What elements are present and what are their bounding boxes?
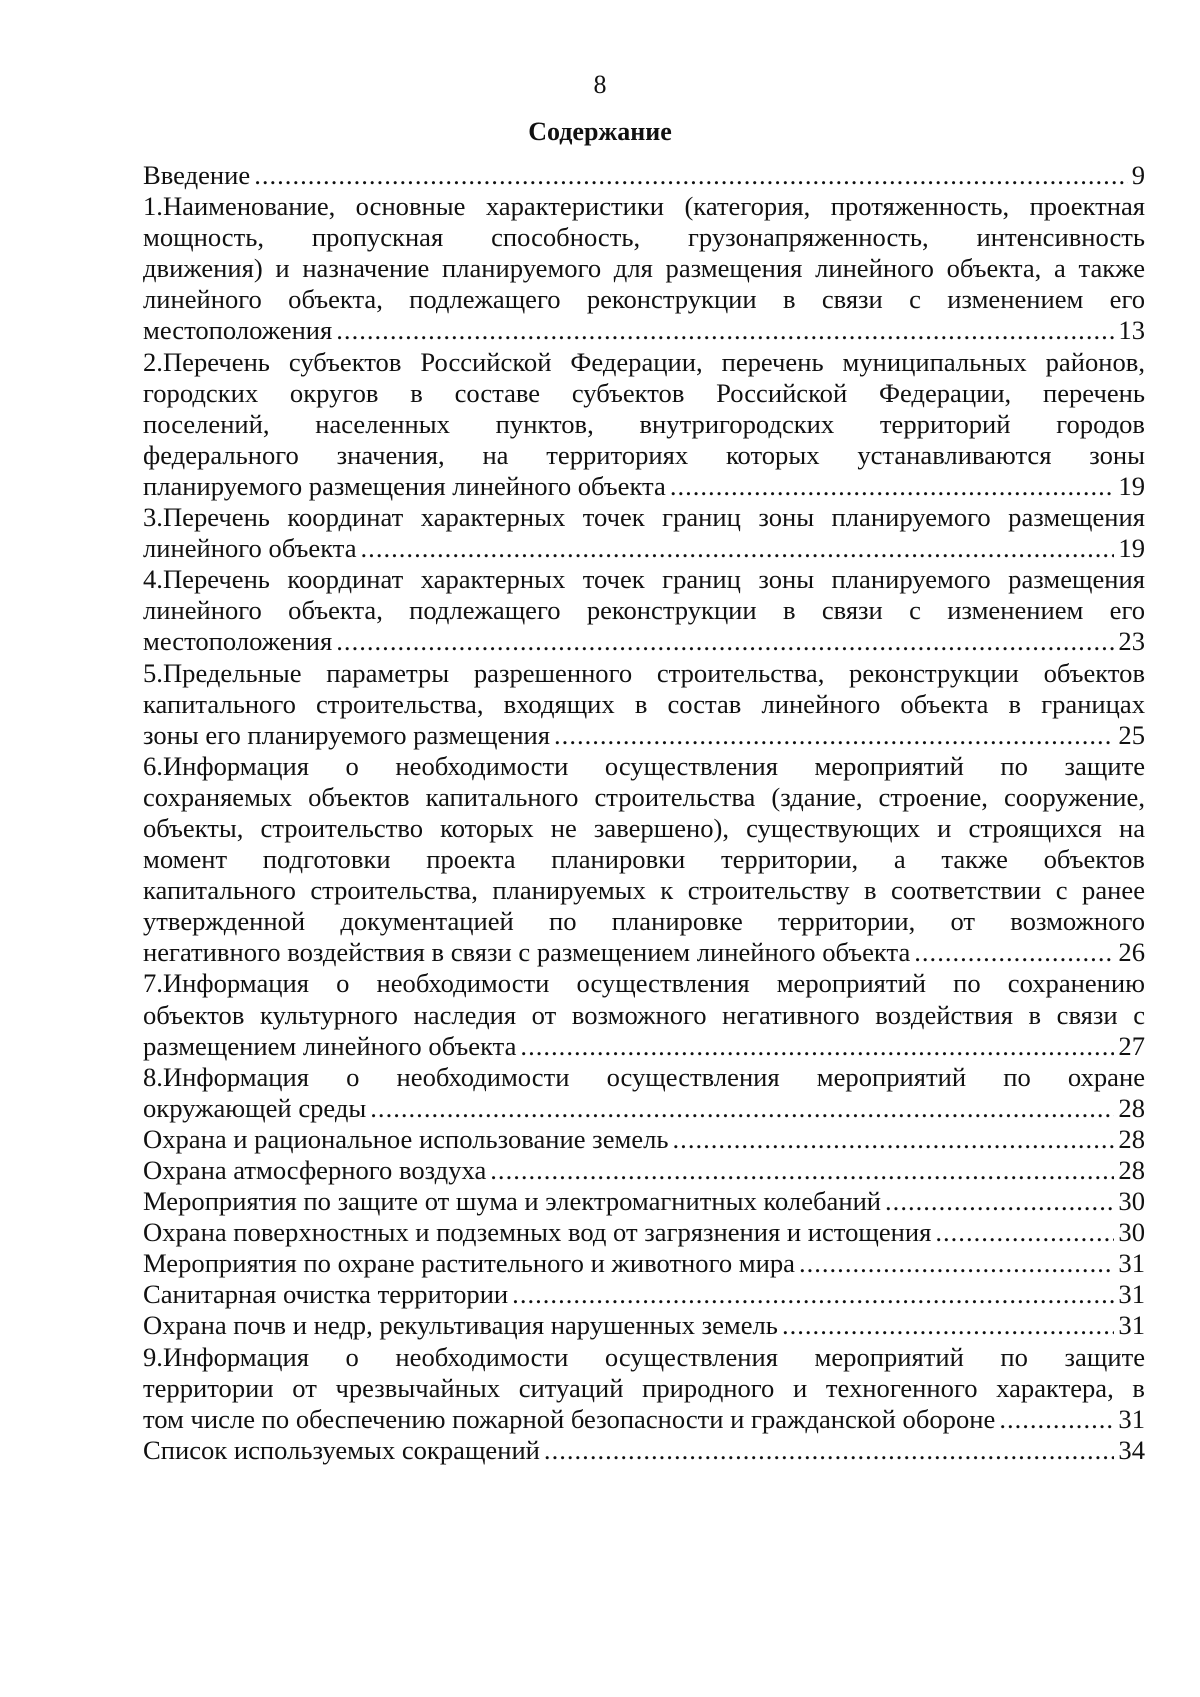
toc-entry-text: местоположения <box>143 626 333 657</box>
toc-entry-final-line <box>143 160 1145 191</box>
toc-entry-line: утвержденной документацией по планировке территории, от возможного <box>143 906 1145 937</box>
toc-page-number: 31 <box>1118 1310 1145 1341</box>
toc-entry <box>143 1062 1145 1124</box>
dot-leader <box>361 533 1115 564</box>
toc-entry-final-line <box>143 720 1145 751</box>
toc-entry <box>143 1279 1145 1310</box>
toc-page-number: 34 <box>1118 1434 1145 1465</box>
toc-entry-final-line <box>143 1279 1145 1310</box>
toc-entry-line: капитального строительства, входящих в состав линейного объекта в границах <box>143 688 1145 719</box>
toc-entry-line: 8.Информация о необходимости осуществления мероприятий по охране <box>143 1061 1145 1092</box>
toc-entry-final-line <box>143 1155 1145 1186</box>
dot-leader <box>885 1186 1114 1217</box>
toc-entry-text: Санитарная очистка территории <box>143 1279 509 1310</box>
toc-entry-line: объекты, строительство которых не завершено), существующих и строящихся на <box>143 812 1145 843</box>
toc-page-number: 25 <box>1118 719 1145 750</box>
dot-leader <box>670 471 1115 502</box>
toc-entry-final-line <box>143 626 1145 657</box>
toc-page-number: 28 <box>1118 1123 1145 1154</box>
toc-entry-line: объектов культурного наследия от возможного негативного воздействия в связи с <box>143 999 1145 1030</box>
toc-entry-text: Мероприятия по охране растительного и животного мира <box>143 1248 795 1279</box>
toc-page-number: 19 <box>1118 470 1145 501</box>
toc-entry-text: Охрана поверхностных и подземных вод от загрязнения и истощения <box>143 1217 932 1248</box>
dot-leader <box>554 720 1114 751</box>
toc-entry <box>143 1155 1145 1186</box>
toc-entry-final-line <box>143 1435 1145 1466</box>
toc-entry-final-line <box>143 471 1145 502</box>
toc-title: Содержание <box>528 117 672 146</box>
toc-entry-final-line <box>143 533 1145 564</box>
toc-entry <box>143 1217 1145 1248</box>
toc-entry <box>143 191 1145 346</box>
dot-leader <box>336 315 1114 346</box>
toc-page-number: 31 <box>1118 1248 1145 1279</box>
toc-entry-line: 4.Перечень координат характерных точек границ зоны планируемого размещения <box>143 564 1145 595</box>
toc-entry-text: Охрана почв и недр, рекультивация нарушенных земель <box>143 1310 778 1341</box>
toc-entry-text: размещением линейного объекта <box>143 1030 517 1061</box>
toc-entry-text: Охрана атмосферного воздуха <box>143 1155 487 1185</box>
dot-leader <box>999 1404 1114 1435</box>
toc-page-number: 13 <box>1118 315 1145 346</box>
toc-page-number: 30 <box>1118 1186 1145 1217</box>
dot-leader <box>782 1310 1114 1341</box>
toc-entry-line: 6.Информация о необходимости осуществления мероприятий по защите <box>143 750 1145 781</box>
toc-entry-line: мощность, пропускная способность, грузонапряженность, интенсивность <box>143 222 1145 253</box>
dot-leader <box>520 1031 1114 1062</box>
toc-entry-text: местоположения <box>143 315 333 346</box>
toc-entry <box>143 502 1145 564</box>
toc-entry-final-line <box>143 1217 1145 1248</box>
toc-entry <box>143 1124 1145 1155</box>
toc-entry-text: линейного объекта <box>143 533 357 564</box>
toc-entry-final-line <box>143 1093 1145 1124</box>
dot-leader <box>935 1217 1114 1248</box>
toc-entry-final-line <box>143 1404 1145 1435</box>
toc-entry-line: сохраняемых объектов капитального строительства (здание, строение, сооружение, <box>143 781 1145 812</box>
toc-entry <box>143 1248 1145 1279</box>
dot-leader <box>799 1248 1114 1279</box>
toc-page-number: 28 <box>1118 1155 1145 1185</box>
toc-entry-text: Список используемых сокращений <box>143 1434 540 1465</box>
toc-page-number: 9 <box>1131 160 1145 190</box>
toc-entry <box>143 1186 1145 1217</box>
toc-entry-line: движения) и назначение планируемого для размещения линейного объекта, а также <box>143 253 1145 284</box>
dot-leader <box>673 1124 1115 1155</box>
toc-entry-final-line <box>143 1031 1145 1062</box>
toc-entry-text: окружающей среды <box>143 1092 367 1123</box>
dot-leader <box>544 1435 1114 1466</box>
toc-entry-final-line <box>143 1248 1145 1279</box>
table-of-contents <box>143 160 1145 1466</box>
toc-entry-text: зоны его планируемого размещения <box>143 719 551 750</box>
toc-entry-final-line <box>143 1186 1145 1217</box>
toc-entry-line: 5.Предельные параметры разрешенного строительства, реконструкции объектов <box>143 657 1145 688</box>
toc-entry-text: Охрана и рациональное использование земель <box>143 1123 669 1154</box>
toc-entry <box>143 1310 1145 1341</box>
toc-entry-line: городских округов в составе субъектов Российской Федерации, перечень <box>143 377 1145 408</box>
dot-leader <box>512 1279 1114 1310</box>
toc-entry-final-line <box>143 315 1145 346</box>
dot-leader <box>336 626 1114 657</box>
toc-entry-line: линейного объекта, подлежащего реконструкции в связи с изменением его <box>143 595 1145 626</box>
toc-entry-text: Мероприятия по защите от шума и электромагнитных колебаний <box>143 1186 882 1217</box>
toc-entry-line: 2.Перечень субъектов Российской Федерации, перечень муниципальных районов, <box>143 346 1145 377</box>
toc-entry-line: момент подготовки проекта планировки территории, а также объектов <box>143 844 1145 875</box>
toc-entry-final-line <box>143 937 1145 968</box>
dot-leader <box>914 937 1114 968</box>
dot-leader <box>254 160 1128 191</box>
toc-entry-line: 7.Информация о необходимости осуществления мероприятий по сохранению <box>143 968 1145 999</box>
toc-entry-text: том числе по обеспечению пожарной безопасности и гражданской обороне <box>143 1403 996 1434</box>
toc-page-number: 30 <box>1118 1217 1145 1248</box>
toc-page-number: 28 <box>1118 1092 1145 1123</box>
dot-leader <box>490 1155 1114 1186</box>
toc-entry-text: негативного воздействия в связи с размещением линейного объекта <box>143 937 911 968</box>
toc-page-number: 31 <box>1118 1403 1145 1434</box>
dot-leader <box>370 1093 1114 1124</box>
toc-entry <box>143 160 1145 191</box>
toc-entry <box>143 1342 1145 1435</box>
toc-entry <box>143 347 1145 502</box>
toc-page-number: 31 <box>1118 1279 1145 1310</box>
toc-entry <box>143 564 1145 657</box>
toc-entry-final-line <box>143 1310 1145 1341</box>
toc-page-number: 27 <box>1118 1030 1145 1061</box>
toc-entry <box>143 751 1145 969</box>
toc-entry-line: поселений, населенных пунктов, внутригородских территорий городов <box>143 408 1145 439</box>
toc-page-number: 26 <box>1118 937 1145 968</box>
toc-entry <box>143 968 1145 1061</box>
toc-entry-line: 9.Информация о необходимости осуществления мероприятий по защите <box>143 1341 1145 1372</box>
toc-page-number: 23 <box>1118 626 1145 657</box>
toc-entry-line: 3.Перечень координат характерных точек границ зоны планируемого размещения <box>143 502 1145 533</box>
toc-entry-line: федерального значения, на территориях которых устанавливаются зоны <box>143 439 1145 470</box>
toc-page-number: 19 <box>1118 533 1145 564</box>
toc-entry-final-line <box>143 1124 1145 1155</box>
toc-entry <box>143 1435 1145 1466</box>
toc-entry-line: линейного объекта, подлежащего реконструкции в связи с изменением его <box>143 284 1145 315</box>
toc-entry-line: капитального строительства, планируемых к строительству в соответствии с ранее <box>143 875 1145 906</box>
toc-entry-text: планируемого размещения линейного объекта <box>143 470 666 501</box>
toc-entry-text: Введение <box>143 160 251 190</box>
toc-entry-line: территории от чрезвычайных ситуаций природного и техногенного характера, в <box>143 1372 1145 1403</box>
page-number: 8 <box>593 70 607 99</box>
toc-entry-line: 1.Наименование, основные характеристики (категория, протяженность, проектная <box>143 191 1145 222</box>
toc-entry <box>143 658 1145 751</box>
